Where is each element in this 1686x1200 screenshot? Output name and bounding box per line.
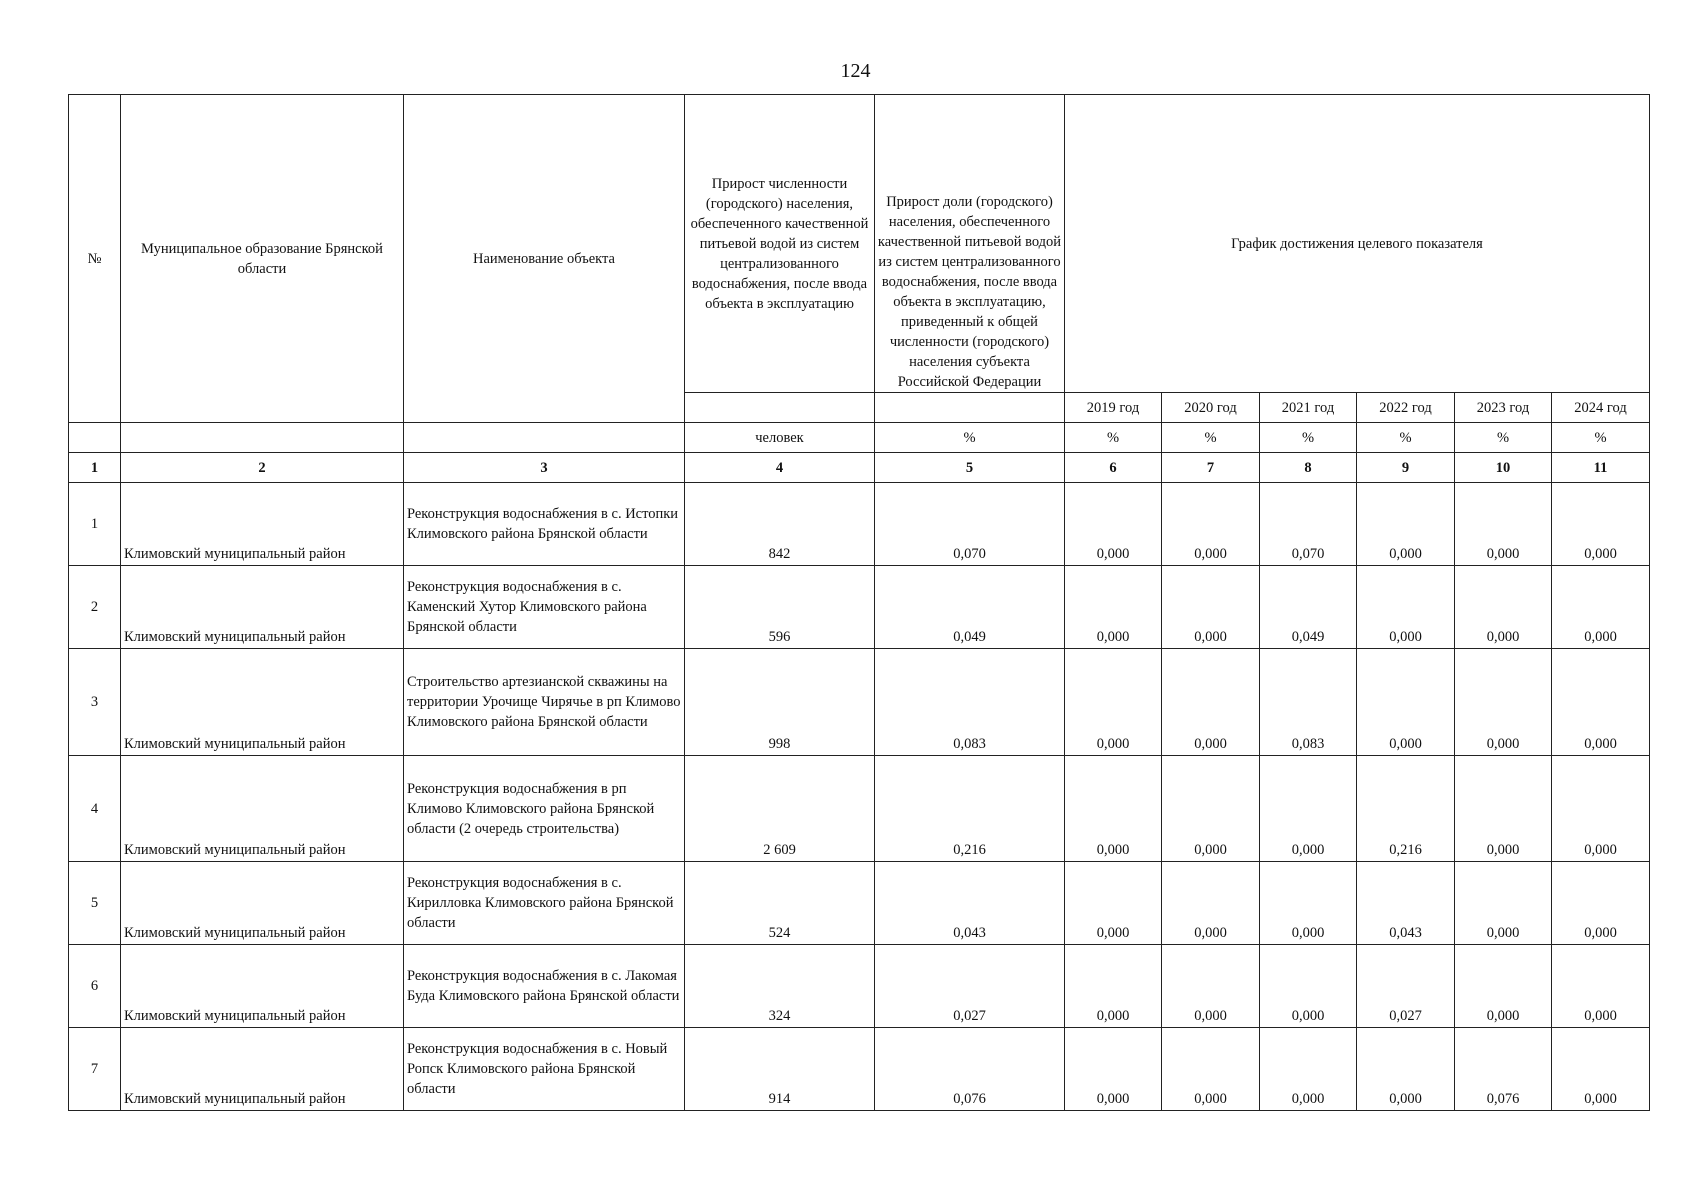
row-year-2021: 0,000 — [1260, 862, 1357, 945]
row-year-2022: 0,000 — [1357, 483, 1455, 566]
header-population-spacer — [685, 393, 875, 423]
row-share: 0,083 — [875, 649, 1065, 756]
row-number: 2 — [69, 566, 121, 649]
row-year-2020: 0,000 — [1162, 756, 1260, 862]
row-year-2019: 0,000 — [1065, 756, 1162, 862]
target-indicator-table — [68, 94, 1650, 1111]
row-share: 0,070 — [875, 483, 1065, 566]
unit-year-2021: % — [1260, 423, 1357, 453]
header-object-name: Наименование объекта — [404, 95, 685, 423]
table-row — [69, 945, 1650, 1028]
unit-year-2022: % — [1357, 423, 1455, 453]
row-year-2023: 0,076 — [1455, 1028, 1552, 1111]
header-year-2024: 2024 год — [1552, 393, 1650, 423]
row-year-2023: 0,000 — [1455, 483, 1552, 566]
table-row — [69, 862, 1650, 945]
page-number: 124 — [840, 60, 871, 82]
row-year-2020: 0,000 — [1162, 649, 1260, 756]
row-number: 3 — [69, 649, 121, 756]
units-municipality-spacer — [121, 423, 404, 453]
row-year-2019: 0,000 — [1065, 483, 1162, 566]
unit-year-2019: % — [1065, 423, 1162, 453]
column-number: 3 — [404, 453, 685, 483]
row-year-2021: 0,049 — [1260, 566, 1357, 649]
column-number: 4 — [685, 453, 875, 483]
table-row — [69, 756, 1650, 862]
column-number: 5 — [875, 453, 1065, 483]
row-year-2019: 0,000 — [1065, 566, 1162, 649]
table-row — [69, 566, 1650, 649]
unit-share: % — [875, 423, 1065, 453]
table-row — [69, 649, 1650, 756]
column-number: 10 — [1455, 453, 1552, 483]
row-year-2020: 0,000 — [1162, 862, 1260, 945]
column-number: 8 — [1260, 453, 1357, 483]
row-year-2022: 0,216 — [1357, 756, 1455, 862]
row-year-2024: 0,000 — [1552, 649, 1650, 756]
row-year-2023: 0,000 — [1455, 566, 1552, 649]
header-share-spacer — [875, 393, 1065, 423]
row-population: 596 — [685, 566, 875, 649]
row-municipality: Климовский муниципальный район — [121, 756, 404, 862]
row-year-2021: 0,083 — [1260, 649, 1357, 756]
column-number: 6 — [1065, 453, 1162, 483]
row-year-2024: 0,000 — [1552, 483, 1650, 566]
header-year-2019: 2019 год — [1065, 393, 1162, 423]
row-municipality: Климовский муниципальный район — [121, 862, 404, 945]
header-year-2021: 2021 год — [1260, 393, 1357, 423]
header-no: № — [69, 95, 121, 423]
row-number: 7 — [69, 1028, 121, 1111]
row-share: 0,216 — [875, 756, 1065, 862]
header-row — [69, 95, 1650, 393]
column-numbers-row — [69, 453, 1650, 483]
row-object-name: Реконструкция водоснабжения в с. Каменский Хутор Климовского района Брянской области — [404, 566, 685, 649]
row-municipality: Климовский муниципальный район — [121, 483, 404, 566]
column-number: 9 — [1357, 453, 1455, 483]
header-year-2023: 2023 год — [1455, 393, 1552, 423]
row-year-2024: 0,000 — [1552, 1028, 1650, 1111]
row-year-2024: 0,000 — [1552, 862, 1650, 945]
unit-population: человек — [685, 423, 875, 453]
table-row — [69, 1028, 1650, 1111]
row-year-2021: 0,000 — [1260, 945, 1357, 1028]
row-year-2020: 0,000 — [1162, 945, 1260, 1028]
row-year-2020: 0,000 — [1162, 483, 1260, 566]
row-share: 0,043 — [875, 862, 1065, 945]
row-number: 4 — [69, 756, 121, 862]
row-object-name: Реконструкция водоснабжения в с. Новый Ропск Климовского района Брянской области — [404, 1028, 685, 1111]
header-share-growth: Прирост доли (городского) населения, обеспеченного качественной питьевой водой из систем централизованного водоснабжения, после ввода объекта в эксплуатацию, приведенный к общей численности (городского) населения субъекта Российской Федерации — [875, 95, 1065, 393]
column-number: 7 — [1162, 453, 1260, 483]
row-year-2022: 0,000 — [1357, 566, 1455, 649]
row-municipality: Климовский муниципальный район — [121, 1028, 404, 1111]
row-municipality: Климовский муниципальный район — [121, 649, 404, 756]
row-number: 1 — [69, 483, 121, 566]
row-number: 6 — [69, 945, 121, 1028]
row-object-name: Реконструкция водоснабжения в рп Климово Климовского района Брянской области (2 очередь строительства) — [404, 756, 685, 862]
row-year-2019: 0,000 — [1065, 945, 1162, 1028]
row-year-2020: 0,000 — [1162, 1028, 1260, 1111]
row-population: 914 — [685, 1028, 875, 1111]
row-year-2023: 0,000 — [1455, 862, 1552, 945]
row-object-name: Реконструкция водоснабжения в с. Истопки Климовского района Брянской области — [404, 483, 685, 566]
row-year-2022: 0,000 — [1357, 1028, 1455, 1111]
unit-year-2024: % — [1552, 423, 1650, 453]
row-year-2019: 0,000 — [1065, 1028, 1162, 1111]
row-year-2022: 0,027 — [1357, 945, 1455, 1028]
header-year-2020: 2020 год — [1162, 393, 1260, 423]
row-year-2024: 0,000 — [1552, 566, 1650, 649]
row-number: 5 — [69, 862, 121, 945]
row-year-2019: 0,000 — [1065, 862, 1162, 945]
row-year-2023: 0,000 — [1455, 649, 1552, 756]
row-year-2021: 0,000 — [1260, 756, 1357, 862]
unit-year-2023: % — [1455, 423, 1552, 453]
row-population: 998 — [685, 649, 875, 756]
column-number: 11 — [1552, 453, 1650, 483]
row-year-2023: 0,000 — [1455, 945, 1552, 1028]
row-object-name: Реконструкция водоснабжения в с. Кирилловка Климовского района Брянской области — [404, 862, 685, 945]
units-object-spacer — [404, 423, 685, 453]
header-population-growth: Прирост численности (городского) населения, обеспеченного качественной питьевой водой из систем централизованного водоснабжения, после ввода объекта в эксплуатацию — [685, 95, 875, 393]
row-year-2020: 0,000 — [1162, 566, 1260, 649]
header-schedule: График достижения целевого показателя — [1065, 95, 1650, 393]
header-year-2022: 2022 год — [1357, 393, 1455, 423]
units-row — [69, 423, 1650, 453]
row-population: 324 — [685, 945, 875, 1028]
column-number: 2 — [121, 453, 404, 483]
row-share: 0,027 — [875, 945, 1065, 1028]
row-municipality: Климовский муниципальный район — [121, 566, 404, 649]
row-year-2022: 0,043 — [1357, 862, 1455, 945]
row-year-2021: 0,070 — [1260, 483, 1357, 566]
row-population: 842 — [685, 483, 875, 566]
row-population: 524 — [685, 862, 875, 945]
row-population: 2 609 — [685, 756, 875, 862]
column-number: 1 — [69, 453, 121, 483]
row-year-2023: 0,000 — [1455, 756, 1552, 862]
row-year-2019: 0,000 — [1065, 649, 1162, 756]
row-year-2024: 0,000 — [1552, 756, 1650, 862]
row-year-2021: 0,000 — [1260, 1028, 1357, 1111]
unit-year-2020: % — [1162, 423, 1260, 453]
row-year-2022: 0,000 — [1357, 649, 1455, 756]
units-no-spacer — [69, 423, 121, 453]
row-share: 0,076 — [875, 1028, 1065, 1111]
row-year-2024: 0,000 — [1552, 945, 1650, 1028]
row-object-name: Строительство артезианской скважины на территории Урочище Чирячье в рп Климово Климовского района Брянской области — [404, 649, 685, 756]
table-row — [69, 483, 1650, 566]
row-object-name: Реконструкция водоснабжения в с. Лакомая Буда Климовского района Брянской области — [404, 945, 685, 1028]
header-municipality: Муниципальное образование Брянской области — [121, 95, 404, 423]
row-municipality: Климовский муниципальный район — [121, 945, 404, 1028]
row-share: 0,049 — [875, 566, 1065, 649]
